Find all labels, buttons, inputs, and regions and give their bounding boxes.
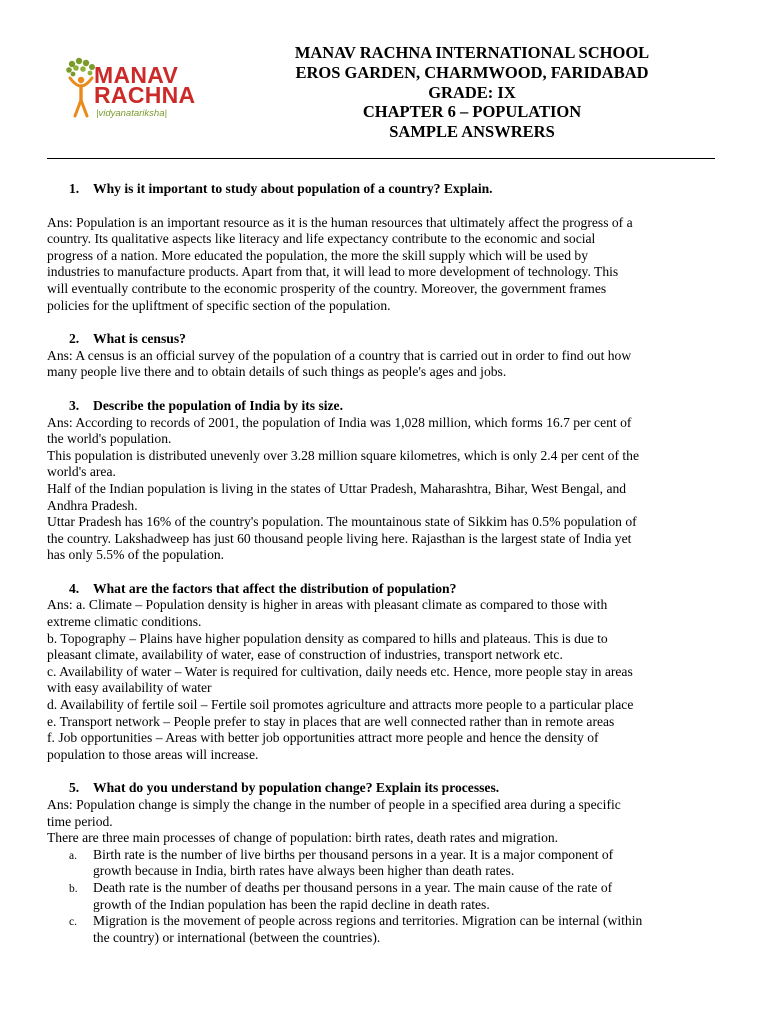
question-text: What are the factors that affect the distribution of population? xyxy=(93,580,457,596)
answer-line: c. Availability of water – Water is required for cultivation, daily needs etc. Hence, more people stay in areas xyxy=(47,663,633,679)
document-subtitle: SAMPLE ANSWRERS xyxy=(389,122,555,142)
logo-wordmark-line2: RACHNA xyxy=(94,82,196,108)
answer-line: Death rate is the number of deaths per thousand persons in a year. The main cause of the rate of xyxy=(93,879,613,895)
answer-line: industries to manufacture products. Apart from that, it will lead to more development of technology. This xyxy=(47,264,619,280)
answer-line: the country) or international (between the countries). xyxy=(93,929,381,945)
answer-line: population to those areas will increase. xyxy=(47,746,259,762)
list-item-label: c. xyxy=(69,916,77,929)
answer-line: progress of a nation. More educated the population, the more the skill supply which will be used by xyxy=(47,247,588,263)
school-logo xyxy=(64,56,214,126)
answer-line: Ans: Population is an important resource as it is the human resources that ultimately affect the progress of a xyxy=(47,214,633,230)
answers-body xyxy=(47,181,723,946)
question-heading xyxy=(47,181,723,198)
answer-line: f. Job opportunities – Areas with better job opportunities attract more people and hence the density of xyxy=(47,730,599,746)
answer-line: Uttar Pradesh has 16% of the country's population. The mountainous state of Sikkim has 0.5% population of xyxy=(47,514,637,530)
logo-wordmark-line1: MANAV xyxy=(94,62,179,88)
question-heading xyxy=(47,398,723,415)
list-item xyxy=(47,913,723,946)
answer-line: world's area. xyxy=(47,464,116,480)
question-text: Describe the population of India by its size. xyxy=(93,397,343,413)
chapter-title: CHAPTER 6 – POPULATION xyxy=(362,102,582,122)
answer-line: This population is distributed unevenly over 3.28 million square kilometres, which is only 2.4 per cent of the xyxy=(47,447,639,463)
answer-line: Birth rate is the number of live births per thousand persons in a year. It is a major component of xyxy=(93,846,614,862)
question-number: 3. xyxy=(69,397,80,413)
answer-line: time period. xyxy=(47,813,113,829)
answer-line: Ans: Population change is simply the change in the number of people in a specified area during a specific xyxy=(47,797,621,812)
school-name: MANAV RACHNA INTERNATIONAL SCHOOL xyxy=(294,43,650,62)
answer-line: Ans: According to records of 2001, the population of India was 1,028 million, which forms 16.7 per cent of xyxy=(47,414,632,430)
question-number: 5. xyxy=(69,780,80,796)
grade-label: GRADE: IX xyxy=(428,82,516,102)
list-item-label: b. xyxy=(69,882,78,895)
answer-line: e. Transport network – People prefer to stay in places that are well connected rather than in remote areas xyxy=(47,713,615,729)
logo-tagline: |vidyanatariksha| xyxy=(96,108,167,119)
list-item xyxy=(47,880,723,913)
question-text: What is census? xyxy=(93,331,186,347)
document-header xyxy=(222,43,722,142)
question-heading xyxy=(47,780,723,797)
question-text: What do you understand by population change? Explain its processes. xyxy=(93,780,500,796)
answer-line: will eventually contribute to the economic prosperity of the country. Moreover, the government frames xyxy=(47,280,607,296)
answer-line: d. Availability of fertile soil – Fertile soil promotes agriculture and attracts more people to a particular place xyxy=(47,697,634,713)
answer-line: with easy availability of water xyxy=(47,680,212,696)
school-address: EROS GARDEN, CHARMWOOD, FARIDABAD xyxy=(295,62,649,82)
answer-line: extreme climatic conditions. xyxy=(47,614,202,630)
answer-line: country. Its qualitative aspects like literacy and life expectancy contribute to the economic and social xyxy=(47,231,596,247)
answer-line: growth of the Indian population has been the rapid decline in death rates. xyxy=(93,896,490,912)
answer-line: policies for the upliftment of specific section of the population. xyxy=(47,297,391,313)
answer-line: Ans: a. Climate – Population density is higher in areas with pleasant climate as compared to those with xyxy=(47,597,608,613)
list-item-label: a. xyxy=(69,849,77,862)
question-number: 4. xyxy=(69,580,80,596)
answer-line: the country. Lakshadweep has just 60 thousand people living here. Rajasthan is the largest state of India yet xyxy=(47,530,632,546)
answer-line: b. Topography – Plains have higher population density as compared to hills and plateaus. This is due to xyxy=(47,630,608,646)
answer-line: many people live there and to obtain details of such things as people's ages and jobs. xyxy=(47,364,507,380)
question-heading xyxy=(47,581,723,598)
question-text: Why is it important to study about population of a country? Explain. xyxy=(93,181,493,196)
list-item xyxy=(47,847,723,880)
answer-line: There are three main processes of change of population: birth rates, death rates and migration. xyxy=(47,830,559,846)
answer-line: pleasant climate, availability of water, ease of construction of industries, transport network etc. xyxy=(47,647,563,663)
question-number: 1. xyxy=(69,181,80,196)
question-number: 2. xyxy=(69,331,80,347)
answer-line: Migration is the movement of people across regions and territories. Migration can be internal (within xyxy=(93,913,643,929)
header-divider xyxy=(47,158,715,159)
answer-line: Ans: A census is an official survey of the population of a country that is carried out in order to find out how xyxy=(47,347,632,363)
answer-line: has only 5.5% of the population. xyxy=(47,547,225,563)
answer-line: the world's population. xyxy=(47,431,172,447)
answer-line: Andhra Pradesh. xyxy=(47,497,138,513)
question-heading xyxy=(47,331,723,348)
answer-line: Half of the Indian population is living in the states of Uttar Pradesh, Maharashtra, Bihar, West Bengal, and xyxy=(47,480,627,496)
answer-line: growth because in India, birth rates have always been higher than death rates. xyxy=(93,863,515,879)
